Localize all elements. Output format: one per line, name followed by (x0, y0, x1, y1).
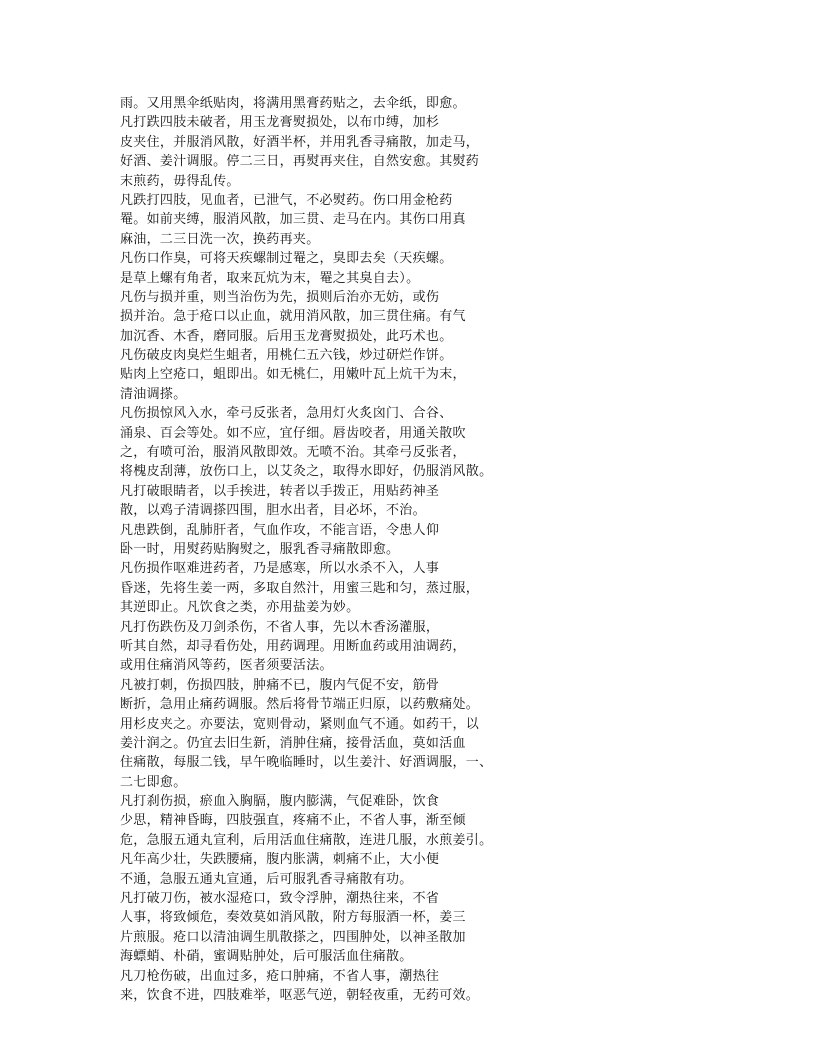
text-line: 涌泉、百会等处。如不应，宜仔细。唇齿咬者，用通关散吹 (120, 425, 466, 441)
text-line: 凡伤与损并重，则当治伤为先，损则后治亦无妨，或伤 (120, 289, 440, 305)
text-line: 昏迷，先将生姜一两，多取自然汁，用蜜三匙和匀，蒸过服， (120, 580, 480, 596)
text-line: 少思，精神昏晦，四肢强直，疼痛不止，不省人事，渐至倾 (120, 813, 466, 829)
text-line: 贴肉上空疮口，蛆即出。如无桃仁，用嫩叶瓦上炕干为末， (120, 367, 466, 383)
text-line: 片煎服。疮口以清油调生肌散搽之，四围肿处，以神圣散加 (120, 929, 466, 945)
text-line: 末煎药，毋得乱传。 (120, 173, 240, 189)
text-line: 凡伤破皮肉臭烂生蛆者，用桃仁五六钱，炒过研烂作饼。 (120, 348, 453, 364)
text-line: 用杉皮夹之。亦要法，宽则骨动，紧则血气不通。如药干，以 (120, 716, 480, 732)
text-line: 散，以鸡子清调搽四围，胆水出者，目必坏，不治。 (120, 503, 426, 519)
text-line: 危，急服五通丸宣利，后用活血住痛散，连进几服，水煎姜引。 (120, 832, 493, 848)
text-line: 好酒、姜汁调服。停二三日，再熨再夹住，自然安愈。其熨药 (120, 154, 480, 170)
text-line: 加沉香、木香，磨同服。后用玉龙膏熨损处，此巧术也。 (120, 328, 453, 344)
text-line: 凡被打刺，伤损四肢，肿痛不已，腹内气促不安，筋骨 (120, 677, 440, 693)
text-line: 凡伤损作呕难进药者，乃是感寒，所以水杀不入，人事 (120, 561, 440, 577)
text-line: 罨。如前夹缚，服消风散，加三贯、走马在内。其伤口用真 (120, 212, 466, 228)
text-line: 凡年高少壮，失跌腰痛，腹内胀满，刺痛不止，大小便 (120, 852, 440, 868)
text-line: 凡打伤跌伤及刀剑杀伤，不省人事，先以木香汤灌服， (120, 619, 440, 635)
text-line: 住痛散，每服二钱，早午晚临睡时，以生姜汁、好酒调服，一、 (120, 755, 493, 771)
text-line: 麻油，二三日洗一次，换药再夹。 (120, 231, 320, 247)
text-line: 是草上螺有角者，取来瓦炕为末，罨之其臭自去）。 (120, 270, 420, 286)
text-line: 凡打破眼睛者，以手挨进，转者以手拨正，用贴药神圣 (120, 483, 440, 499)
text-line: 不通，急服五通丸宣通，后可服乳香寻痛散有功。 (120, 871, 413, 887)
text-line: 损并治。急于疮口以止血，就用消风散，加三贯住痛。有气 (120, 309, 466, 325)
text-line: 凡跌打四肢，见血者，已泄气，不必熨药。伤口用金枪药 (120, 192, 453, 208)
text-line: 凡打破刀伤，被水湿疮口，致令浮肿，潮热往来，不省 (120, 891, 440, 907)
text-line: 二七即愈。 (120, 774, 187, 790)
text-line: 凡打刹伤损，瘀血入胸膈，腹内膨满，气促难卧，饮食 (120, 794, 440, 810)
text-line: 人事，将致倾危，奏效莫如消风散，附方每服酒一杯，姜三 (120, 910, 466, 926)
text-line: 断折，急用止痛药调服。然后将骨节端正归原，以药敷痛处。 (120, 697, 480, 713)
text-line: 姜汁润之。仍宜去旧生新，消肿住痛，接骨活血，莫如活血 (120, 735, 466, 751)
text-line: 将槐皮刮薄，放伤口上，以艾灸之，取得水即好，仍服消风散。 (120, 464, 493, 480)
text-line: 凡刀枪伤破，出血过多，疮口肿痛，不省人事，潮热往 (120, 968, 440, 984)
text-line: 清油调搽。 (120, 386, 187, 402)
text-line: 卧一时，用熨药贴胸熨之，服乳香寻痛散即愈。 (120, 541, 400, 557)
text-line: 凡伤损惊风入水，牵弓反张者，急用灯火炙囟门、合谷、 (120, 406, 453, 422)
text-line: 或用住痛消风等药，医者须要活法。 (120, 658, 333, 674)
text-line: 凡伤口作臭，可将天疾螺制过罨之，臭即去矣（天疾螺。 (120, 251, 453, 267)
text-line: 其逆即止。凡饮食之类，亦用盐姜为妙。 (120, 600, 360, 616)
text-line: 凡患跌倒，乱肺肝者，气血作攻，不能言语，令患人仰 (120, 522, 440, 538)
text-line: 皮夹住，并服消风散，好酒半杯，并用乳香寻痛散，加走马， (120, 134, 480, 150)
document-page (120, 94, 520, 1005)
text-line: 凡打跌四肢未破者，用玉龙膏熨损处，以布巾缚，加杉 (120, 115, 440, 131)
text-line: 海螵蛸、朴硝，蜜调贴肿处，后可服活血住痛散。 (120, 949, 413, 965)
text-line: 来，饮食不进，四肢难举，呕恶气逆，朝轻夜重，无药可效。 (120, 987, 480, 1003)
text-line: 之，有喷可治，服消风散即效。无喷不治。其牵弓反张者， (120, 445, 466, 461)
text-line: 雨。又用黑伞纸贴肉，将满用黑膏药贴之，去伞纸，即愈。 (120, 96, 466, 111)
text-line: 听其自然，却寻看伤处，用药调理。用断血药或用油调药， (120, 638, 466, 654)
